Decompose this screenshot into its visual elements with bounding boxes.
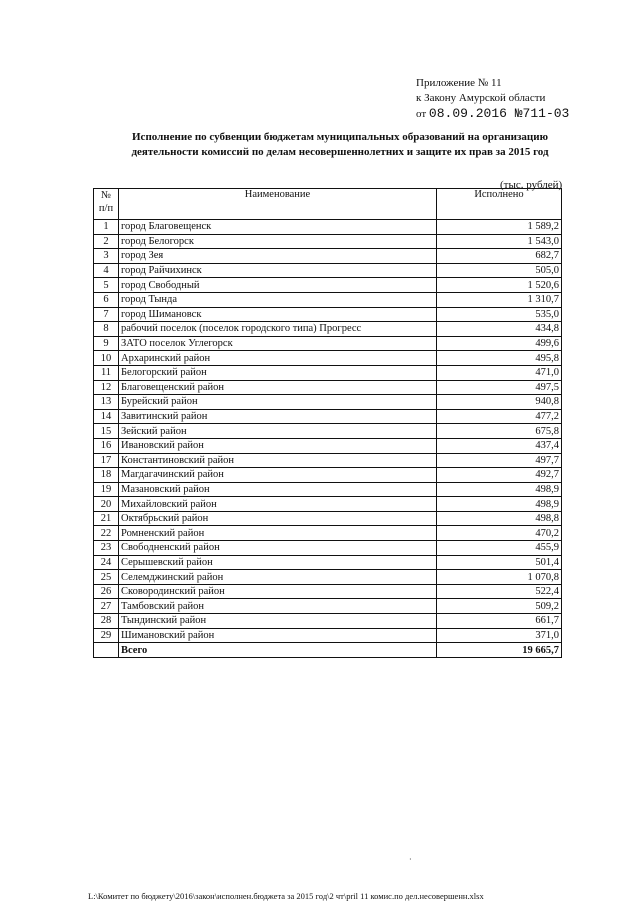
row-name: Сковородинский район <box>119 584 437 599</box>
row-name: Мазановский район <box>119 482 437 497</box>
row-number: 19 <box>94 482 119 497</box>
appendix-date-line <box>416 106 569 122</box>
execution-table <box>93 188 562 658</box>
row-value: 682,7 <box>437 249 562 264</box>
row-name: Тындинский район <box>119 614 437 629</box>
header-name: Наименование <box>119 189 437 220</box>
row-number: 24 <box>94 555 119 570</box>
appendix-date-prefix: от <box>416 108 427 120</box>
row-value: 499,6 <box>437 336 562 351</box>
table-row <box>94 220 562 235</box>
row-number: 23 <box>94 541 119 556</box>
table-row <box>94 438 562 453</box>
appendix-law-line: к Закону Амурской области <box>416 92 546 104</box>
table-row <box>94 628 562 643</box>
row-number: 2 <box>94 234 119 249</box>
table-row <box>94 395 562 410</box>
table-row <box>94 497 562 512</box>
row-name: Ромненский район <box>119 526 437 541</box>
row-number: 8 <box>94 322 119 337</box>
table-row <box>94 584 562 599</box>
row-value: 1 589,2 <box>437 220 562 235</box>
row-value: 471,0 <box>437 365 562 380</box>
row-number: 14 <box>94 409 119 424</box>
row-number: 4 <box>94 263 119 278</box>
row-value: 437,4 <box>437 438 562 453</box>
row-name: Ивановский район <box>119 438 437 453</box>
row-value: 434,8 <box>437 322 562 337</box>
table-header-row <box>94 189 562 220</box>
row-name: город Свободный <box>119 278 437 293</box>
row-value: 498,8 <box>437 511 562 526</box>
table-row <box>94 292 562 307</box>
header-number: № п/п <box>94 189 119 220</box>
row-value: 477,2 <box>437 409 562 424</box>
file-path-footer: L:\Комитет по бюджету\2016\закон\исполнен.бюджета за 2015 год\2 чт\pril 11 комис.по дел.несовершенн.xlsx <box>88 891 484 901</box>
row-value: 497,7 <box>437 453 562 468</box>
row-number: 12 <box>94 380 119 395</box>
total-label: Всего <box>119 643 437 658</box>
row-name: Магдагачинский район <box>119 468 437 483</box>
row-name: рабочий поселок (поселок городского типа) Прогресс <box>119 322 437 337</box>
table-row <box>94 380 562 395</box>
table-row <box>94 570 562 585</box>
row-name: город Белогорск <box>119 234 437 249</box>
row-value: 497,5 <box>437 380 562 395</box>
total-value: 19 665,7 <box>437 643 562 658</box>
row-number: 26 <box>94 584 119 599</box>
appendix-law-number: 08.09.2016 №711-03 <box>428 106 570 121</box>
row-name: Селемджинский район <box>119 570 437 585</box>
row-value: 535,0 <box>437 307 562 322</box>
row-value: 501,4 <box>437 555 562 570</box>
row-value: 371,0 <box>437 628 562 643</box>
row-name: Архаринский район <box>119 351 437 366</box>
row-number: 9 <box>94 336 119 351</box>
row-value: 1 070,8 <box>437 570 562 585</box>
table-row <box>94 409 562 424</box>
row-name: Белогорский район <box>119 365 437 380</box>
table-row <box>94 278 562 293</box>
total-empty-cell <box>94 643 119 658</box>
table-row <box>94 249 562 264</box>
row-name: Завитинский район <box>119 409 437 424</box>
table-row <box>94 351 562 366</box>
appendix-line: Приложение № 11 <box>416 77 502 89</box>
row-value: 470,2 <box>437 526 562 541</box>
row-number: 18 <box>94 468 119 483</box>
header-value: Исполнено <box>437 189 562 220</box>
row-value: 509,2 <box>437 599 562 614</box>
row-number: 3 <box>94 249 119 264</box>
table-row <box>94 453 562 468</box>
row-name: Благовещенский район <box>119 380 437 395</box>
row-number: 5 <box>94 278 119 293</box>
row-value: 1 543,0 <box>437 234 562 249</box>
row-number: 16 <box>94 438 119 453</box>
row-number: 27 <box>94 599 119 614</box>
units-label: (тыс. рублей) <box>500 179 563 191</box>
row-number: 13 <box>94 395 119 410</box>
row-name: Свободненский район <box>119 541 437 556</box>
row-number: 15 <box>94 424 119 439</box>
table-row <box>94 336 562 351</box>
document-title: Исполнение по субвенции бюджетам муниципальных образований на организацию деятельности комиссий по делам несовершеннолетних и защите их прав за 2015 год <box>131 131 549 158</box>
table-row <box>94 424 562 439</box>
table-row <box>94 482 562 497</box>
row-value: 498,9 <box>437 482 562 497</box>
row-value: 522,4 <box>437 584 562 599</box>
row-value: 492,7 <box>437 468 562 483</box>
row-name: город Шимановск <box>119 307 437 322</box>
table-row <box>94 541 562 556</box>
row-number: 7 <box>94 307 119 322</box>
row-value: 675,8 <box>437 424 562 439</box>
row-name: Октябрьский район <box>119 511 437 526</box>
table-row <box>94 526 562 541</box>
row-number: 21 <box>94 511 119 526</box>
table-body <box>94 220 562 643</box>
table-row <box>94 365 562 380</box>
table-row <box>94 511 562 526</box>
row-value: 505,0 <box>437 263 562 278</box>
row-name: город Благовещенск <box>119 220 437 235</box>
table-row <box>94 555 562 570</box>
stray-mark: · <box>409 855 412 864</box>
row-name: Серышевский район <box>119 555 437 570</box>
row-number: 29 <box>94 628 119 643</box>
row-number: 28 <box>94 614 119 629</box>
table-row <box>94 614 562 629</box>
row-value: 455,9 <box>437 541 562 556</box>
row-name: Константиновский район <box>119 453 437 468</box>
table-row <box>94 599 562 614</box>
table-row <box>94 307 562 322</box>
row-value: 495,8 <box>437 351 562 366</box>
table-row <box>94 468 562 483</box>
row-value: 1 310,7 <box>437 292 562 307</box>
table-row <box>94 322 562 337</box>
row-number: 20 <box>94 497 119 512</box>
row-number: 11 <box>94 365 119 380</box>
row-value: 940,8 <box>437 395 562 410</box>
table-row <box>94 234 562 249</box>
row-number: 17 <box>94 453 119 468</box>
row-name: город Зея <box>119 249 437 264</box>
row-name: Зейский район <box>119 424 437 439</box>
row-name: Бурейский район <box>119 395 437 410</box>
row-number: 1 <box>94 220 119 235</box>
row-value: 1 520,6 <box>437 278 562 293</box>
row-name: город Тында <box>119 292 437 307</box>
row-name: город Райчихинск <box>119 263 437 278</box>
row-number: 22 <box>94 526 119 541</box>
row-value: 498,9 <box>437 497 562 512</box>
row-name: Михайловский район <box>119 497 437 512</box>
row-number: 25 <box>94 570 119 585</box>
row-number: 10 <box>94 351 119 366</box>
row-name: ЗАТО поселок Углегорск <box>119 336 437 351</box>
table-row <box>94 263 562 278</box>
appendix-block <box>416 76 569 122</box>
row-number: 6 <box>94 292 119 307</box>
row-name: Тамбовский район <box>119 599 437 614</box>
row-name: Шимановский район <box>119 628 437 643</box>
row-value: 661,7 <box>437 614 562 629</box>
total-row <box>94 643 562 658</box>
